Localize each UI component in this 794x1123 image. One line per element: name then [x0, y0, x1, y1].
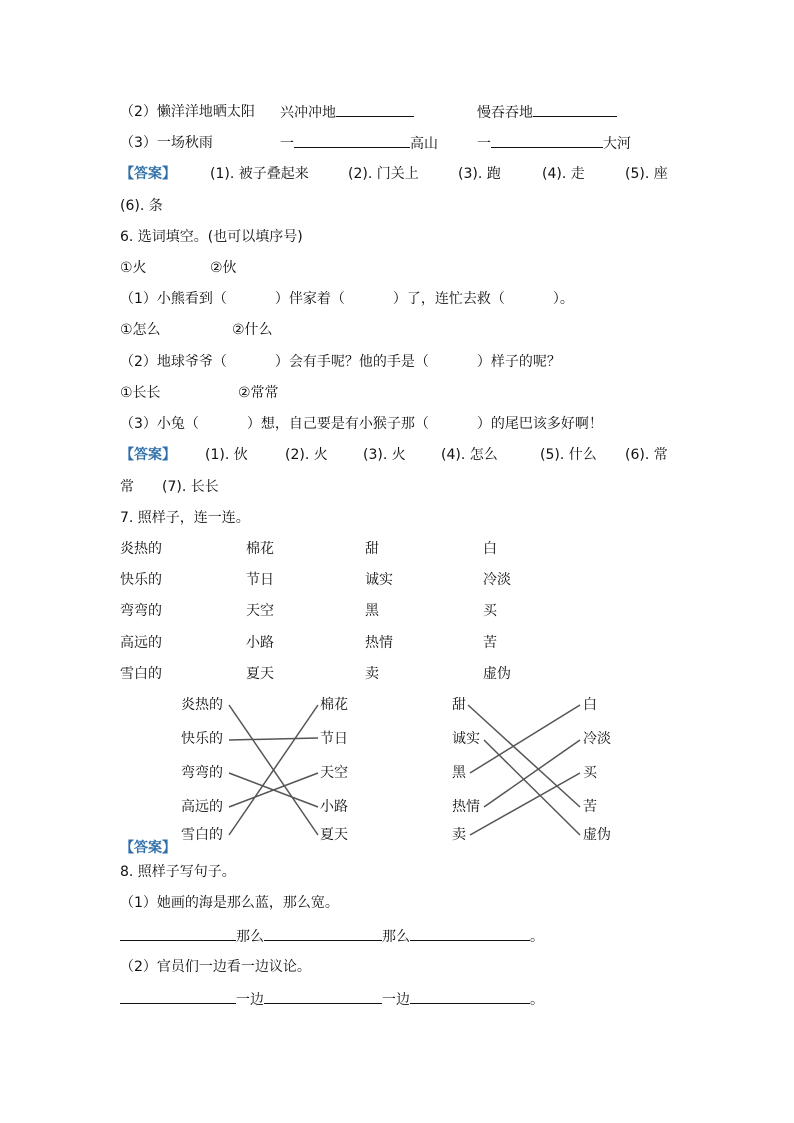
q7-c2-0: 棉花 [246, 541, 274, 557]
q7-ans-r1-0: 甜 [452, 697, 466, 713]
match-line-hei-bai [470, 705, 580, 773]
match-line-mai-mai [470, 773, 580, 835]
q8-fill-1 [120, 926, 544, 947]
q7-c1-3: 高远的 [120, 635, 162, 651]
q7-c3-4: 卖 [365, 666, 379, 682]
q6-g2-part-2: ）会有手呢？他的手是（ [274, 354, 429, 370]
q7-c1-0: 炎热的 [120, 541, 162, 557]
q6-g3-part-1: （3）小兔（ [120, 416, 199, 432]
q7-ans-r2-4: 虚伪 [583, 827, 611, 843]
q6-answer-1: (1). 伙 [205, 447, 248, 463]
q7-ans-mid-1: 节日 [320, 731, 348, 747]
q8-fill2-word-2: 一边 [382, 992, 410, 1008]
q7-ans-r2-0: 白 [583, 697, 597, 713]
q5-row3-a-text: 一 [280, 136, 294, 152]
q7-ans-r1-2: 黑 [452, 765, 466, 781]
q6-answer-2: (2). 火 [285, 447, 328, 463]
q6-title: 6. 选词填空。(也可以填序号) [120, 229, 303, 245]
q7-c3-0: 甜 [365, 541, 379, 557]
q7-ans-mid-0: 棉花 [320, 697, 348, 713]
q7-c1-2: 弯弯的 [120, 603, 162, 619]
q5-row3-b-end: 大河 [603, 136, 631, 152]
q5-row2-label: （2）懒洋洋地晒太阳 [120, 104, 255, 120]
q8-fill2-word-1: 一边 [236, 992, 264, 1008]
match-line-reqing-lengdan [484, 740, 580, 807]
q7-ans-r1-4: 卖 [452, 827, 466, 843]
q7-ans-left-0: 炎热的 [181, 697, 223, 713]
q7-ans-mid-3: 小路 [320, 799, 348, 815]
q7-ans-left-2: 弯弯的 [181, 765, 223, 781]
q6-g3-part-2: ）想，自己要是有小猴子那（ [246, 416, 429, 432]
q6-g2-opt2: ②什么 [232, 322, 273, 338]
q5-row2-a-text: 兴冲冲地 [280, 105, 336, 121]
q5-row3-a-end: 高山 [410, 136, 438, 152]
q8-fill1-blank-1[interactable] [120, 926, 236, 941]
q7-c2-3: 小路 [246, 635, 274, 651]
q7-c4-3: 苦 [483, 635, 497, 651]
q8-fill1-end: 。 [530, 929, 544, 945]
q8-fill1-blank-3[interactable] [410, 926, 530, 941]
q7-c4-4: 虚伪 [483, 666, 511, 682]
q6-answer-5: (5). 什么 [540, 447, 597, 463]
q7-c1-4: 雪白的 [120, 666, 162, 682]
q8-fill1-blank-2[interactable] [264, 926, 382, 941]
q6-g1-opt2: ②伙 [210, 260, 237, 276]
q6-g3-opt1: ①长长 [120, 385, 161, 401]
q6-answer-6: (6). 常 [625, 447, 668, 463]
q5-row3-label: （3）一场秋雨 [120, 135, 213, 151]
q6-g1-part-1: （1）小熊看到（ [120, 291, 227, 307]
q6-g1-opt1: ①火 [120, 260, 147, 276]
q6-g2-part-1: （2）地球爷爷（ [120, 354, 227, 370]
q8-fill2-blank-2[interactable] [264, 989, 382, 1004]
q6-answer-3: (3). 火 [363, 447, 406, 463]
q6-g3-opt2: ②常常 [238, 385, 279, 401]
q8-example-2: （2）官员们一边看一边议论。 [120, 959, 311, 975]
q8-fill1-word-2: 那么 [382, 929, 410, 945]
q7-ans-mid-2: 天空 [320, 765, 348, 781]
q5-row3-b-text: 一 [477, 136, 491, 152]
q6-answer-6-cont: 常 [120, 479, 134, 495]
q8-fill-2 [120, 989, 544, 1010]
q6-g1-part-4: ）。 [552, 291, 574, 307]
q7-ans-r2-2: 买 [583, 765, 597, 781]
q7-c3-2: 黑 [365, 603, 379, 619]
q6-g1-part-3: ）了，连忙去救（ [392, 291, 505, 307]
q5-answer-5: (5). 座 [625, 166, 668, 182]
q7-c3-1: 诚实 [365, 572, 393, 588]
q6-answer-7: (7). 长长 [162, 479, 219, 495]
q5-answer-2: (2). 门关上 [348, 166, 419, 182]
q7-c2-1: 节日 [246, 572, 274, 588]
q5-answer-6: (6). 条 [120, 198, 163, 214]
q7-ans-left-1: 快乐的 [181, 731, 223, 747]
q5-answer-3: (3). 跑 [458, 166, 501, 182]
q6-g2-opt1: ①怎么 [120, 322, 161, 338]
q5-row2-b-text: 慢吞吞地 [477, 105, 533, 121]
q7-ans-r2-3: 苦 [583, 799, 597, 815]
q7-ans-mid-4: 夏天 [320, 827, 348, 843]
match-line-kuaile-jieri [229, 738, 318, 740]
q8-title: 8. 照样子写句子。 [120, 864, 236, 880]
q8-fill2-end: 。 [530, 992, 544, 1008]
q7-ans-r2-1: 冷淡 [583, 731, 611, 747]
q7-ans-r1-3: 热情 [452, 799, 480, 815]
q7-c1-1: 快乐的 [120, 572, 162, 588]
q5-answer-tag: 【答案】 [120, 166, 176, 182]
q7-c2-2: 天空 [246, 603, 274, 619]
q7-ans-r1-1: 诚实 [452, 731, 480, 747]
q6-answer-4: (4). 怎么 [441, 447, 498, 463]
q7-ans-left-3: 高远的 [181, 799, 223, 815]
q7-c2-4: 夏天 [246, 666, 274, 682]
q7-answer-tag: 【答案】 [120, 840, 176, 856]
match-line-chengshi-xuwei [484, 740, 580, 835]
q7-c4-0: 白 [483, 541, 497, 557]
q5-answer-4: (4). 走 [542, 166, 585, 182]
q5-answer-1: (1). 被子叠起来 [210, 166, 309, 182]
q8-example-1: （1）她画的海是那么蓝，那么宽。 [120, 895, 339, 911]
q7-c3-3: 热情 [365, 635, 393, 651]
q7-c4-1: 冷淡 [483, 572, 511, 588]
q6-g1-part-2: ）伴家着（ [274, 291, 345, 307]
q6-answer-tag: 【答案】 [120, 447, 176, 463]
match-line-tian-ku [468, 705, 580, 807]
q6-g2-part-3: ）样子的呢？ [476, 354, 561, 370]
q8-fill1-word-1: 那么 [236, 929, 264, 945]
q8-fill2-blank-3[interactable] [410, 989, 530, 1004]
q6-g3-part-3: ）的尾巴该多好啊！ [476, 416, 603, 432]
q7-c4-2: 买 [483, 603, 497, 619]
q7-ans-left-4: 雪白的 [181, 827, 223, 843]
q7-title: 7. 照样子，连一连。 [120, 510, 250, 526]
q8-fill2-blank-1[interactable] [120, 989, 236, 1004]
